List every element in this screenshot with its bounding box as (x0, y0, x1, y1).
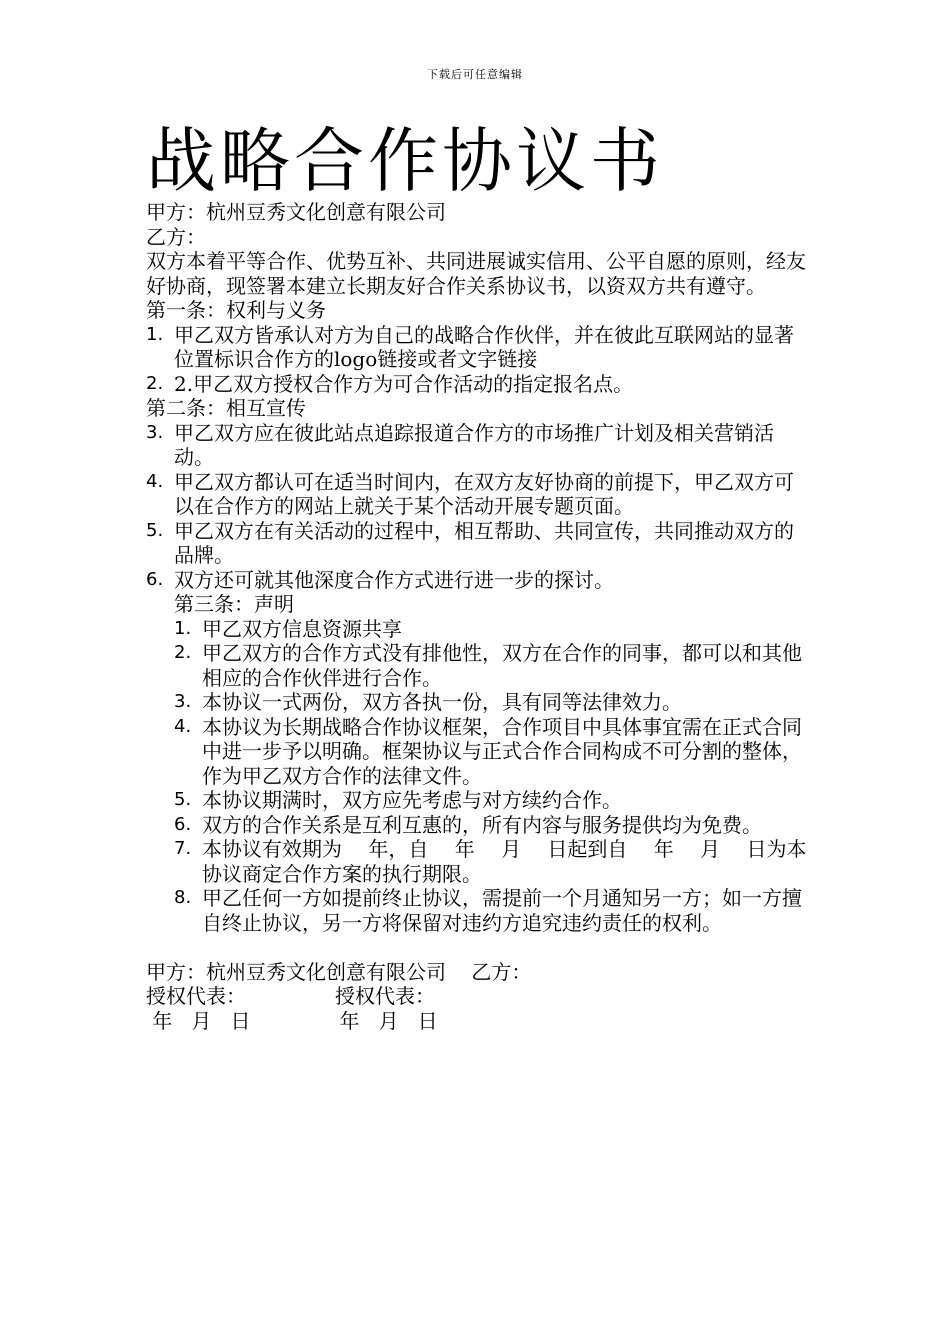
item-number: 5. (174, 789, 192, 810)
item-number: 7. (174, 838, 192, 859)
party-b-line: 乙方： (146, 224, 206, 249)
article2-list (146, 421, 826, 593)
item-number: 3. (174, 691, 192, 712)
item-text: 甲乙双方应在彼此站点追踪报道合作方的市场推广计划及相关营销活动。 (174, 420, 774, 469)
item-text: 2.甲乙双方授权合作方为可合作活动的指定报名点。 (174, 371, 634, 396)
item-number: 1. (146, 323, 164, 345)
list-item (146, 323, 806, 372)
list-item (174, 837, 812, 886)
item-number: 5. (146, 519, 164, 541)
document-body (146, 200, 826, 1033)
list-item (174, 886, 812, 935)
item-text: 本协议期满时，双方应先考虑与对方续约合作。 (202, 788, 622, 812)
list-item (146, 519, 806, 568)
list-item (146, 372, 806, 397)
item-text: 甲乙双方都认可在适当时间内，在双方友好协商的前提下，甲乙双方可以在合作方的网站上就关于某个活动开展专题页面。 (174, 469, 794, 518)
list-item (146, 421, 806, 470)
list-item (174, 617, 812, 642)
article3-heading: 第三条：声明 (174, 592, 294, 616)
party-a-line: 甲方：杭州豆秀文化创意有限公司 (146, 200, 446, 224)
item-number: 6. (174, 813, 192, 835)
signature-parties: 甲方：杭州豆秀文化创意有限公司 乙方： (146, 959, 532, 984)
item-text: 双方的合作关系是互利互惠的，所有内容与服务提供均为免费。 (202, 812, 762, 837)
blank-line (146, 935, 826, 960)
list-item (174, 813, 812, 838)
item-text: 本协议有效期为 年，自 年 月 日起到自 年 月 日为本协议商定合作方案的执行期限。 (202, 837, 807, 886)
item-number: 4. (174, 715, 192, 737)
list-item (174, 788, 812, 813)
list-item (174, 690, 812, 715)
item-text: 甲乙双方在有关活动的过程中，相互帮助、共同宣传，共同推动双方的品牌。 (174, 518, 794, 567)
article3-list (146, 617, 826, 936)
item-text: 本协议一式两份，双方各执一份，具有同等法律效力。 (202, 690, 682, 714)
signature-dates: 年 月 日 年 月 日 (146, 1008, 438, 1033)
article1-list (146, 323, 826, 397)
item-number: 3. (146, 421, 164, 443)
item-text: 甲乙任何一方如提前终止协议，需提前一个月通知另一方；如一方擅自终止协议，另一方将保留对违约方追究违约责任的权利。 (202, 886, 802, 935)
page-header-note: 下载后可任意编辑 (427, 68, 523, 81)
item-text: 甲乙双方的合作方式没有排他性，双方在合作的同事，都可以和其他相应的合作伙伴进行合作。 (202, 641, 802, 690)
article2-heading: 第二条：相互宣传 (146, 396, 306, 420)
document-title: 战略合作协议书 (146, 120, 664, 202)
list-item (146, 470, 806, 519)
item-text: 甲乙双方皆承认对方为自己的战略合作伙伴，并在彼此互联网站的显著位置标识合作方的logo链接或者文字链接 (174, 322, 794, 371)
item-number: 1. (174, 617, 192, 639)
item-text: 本协议为长期战略合作协议框架，合作项目中具体事宜需在正式合同中进一步予以明确。框架协议与正式合作合同构成不可分割的整体，作为甲乙双方合作的法律文件。 (202, 714, 802, 788)
item-number: 6. (146, 568, 164, 590)
article1-heading: 第一条：权利与义务 (146, 298, 326, 322)
list-item (174, 641, 812, 690)
item-number: 2. (146, 372, 164, 394)
item-number: 8. (174, 887, 192, 908)
item-text: 甲乙双方信息资源共享 (202, 616, 402, 641)
intro-paragraph: 双方本着平等合作、优势互补、共同进展诚实信用、公平自愿的原则，经友好协商，现签署本建立长期友好合作关系协议书，以资双方共有遵守。 (146, 249, 806, 298)
item-number: 2. (174, 642, 192, 663)
item-number: 4. (146, 470, 164, 492)
signature-representatives: 授权代表： 授权代表： (146, 984, 436, 1008)
item-text: 双方还可就其他深度合作方式进行进一步的探讨。 (174, 567, 614, 592)
list-item (146, 568, 806, 593)
list-item (174, 715, 812, 789)
